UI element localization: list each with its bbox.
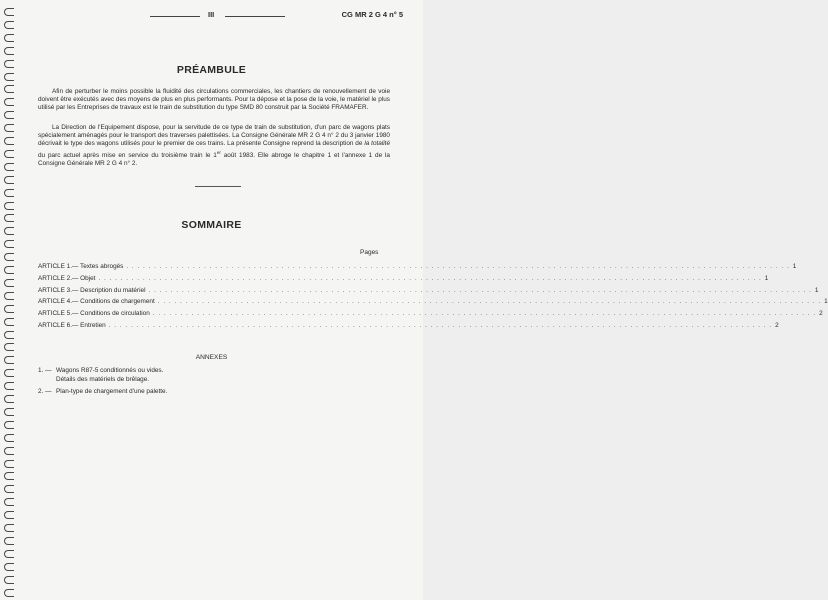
binding-ring xyxy=(4,576,14,584)
summary-row xyxy=(38,310,823,322)
binding-ring xyxy=(4,292,14,300)
summary-article: ARTICLE 4. xyxy=(38,298,72,306)
binding-ring xyxy=(4,537,14,545)
binding-ring xyxy=(4,202,14,210)
dot-leader: . . . . . . . . . . . . . . . . . . . . . . . . . . . . . . . . . . . . . . . . . . . . . . . . . . . . . . . . . . . . . . . . . . . . . . . . . . . . . . . . . . . . . . . . . . . . . . . . . . . . . . . . . . . . . . . . . . . . . . . . xyxy=(157,298,822,306)
binding-ring xyxy=(4,137,14,145)
binding-ring xyxy=(4,47,14,55)
binding-ring xyxy=(4,395,14,403)
binding-ring xyxy=(4,472,14,480)
summary-title: SOMMAIRE xyxy=(181,219,242,231)
annex-item xyxy=(38,367,368,385)
summary-row xyxy=(38,263,797,275)
binding-ring xyxy=(4,98,14,106)
summary-page-number: 1 xyxy=(814,286,819,294)
annex-text xyxy=(56,367,366,384)
binding-ring xyxy=(4,460,14,468)
binding-ring xyxy=(4,124,14,132)
dot-leader: . . . . . . . . . . . . . . . . . . . . . . . . . . . . . . . . . . . . . . . . . . . . . . . . . . . . . . . . . . . . . . . . . . . . . . . . . . . . . . . . . . . . . . . . . . . . . . . . . . . . . . . . . . . . . . . . . . . . . . . . xyxy=(126,263,790,270)
summary-article-title: — Conditions de circulation xyxy=(71,310,150,318)
preamble-paragraph-2 xyxy=(38,124,390,168)
binding-ring xyxy=(4,163,14,171)
binding-ring xyxy=(4,189,14,197)
binding-ring xyxy=(4,447,14,455)
binding-ring xyxy=(4,485,14,493)
page-header xyxy=(150,10,403,22)
annex-number: 2. — xyxy=(38,388,52,395)
annex-line: Détails des matériels de brêlage. xyxy=(56,375,150,383)
binding-ring xyxy=(4,331,14,339)
summary-page-number: 1 xyxy=(824,298,828,306)
binding-ring xyxy=(4,240,14,248)
summary-article: ARTICLE 1. xyxy=(38,263,72,270)
summary-page-number: 1 xyxy=(792,263,797,270)
binding-ring xyxy=(4,111,14,119)
binding-ring xyxy=(4,369,14,377)
summary-table xyxy=(38,263,828,334)
binding-ring xyxy=(4,21,14,29)
binding-ring xyxy=(4,266,14,274)
binding-ring xyxy=(4,150,14,158)
summary-article-title: — Conditions de chargement xyxy=(71,298,155,306)
header-rule-right xyxy=(225,16,285,17)
binding-ring xyxy=(4,563,14,571)
summary-row xyxy=(38,298,828,310)
preamble-paragraph-1: Afin de perturber le moins possible la fluidité des circulations commerciales, les chantiers de renouvellement de voie doivent être exécutés avec des moyens de plus en plus performants. Pour la dépose et la pose de la voie, le matériel le plus utilisé par les Entreprises de travaux est le train de substitution du type SMD 80 construit par la Société FRAMAFER. xyxy=(38,88,390,112)
summary-row xyxy=(38,321,779,334)
preamble-p2-start: La Direction de l'Equipement dispose, pour la servitude de ce type de train de substitution, d'un parc de wagons plats spécialement aménagés pour le transport des traverses palettisées. La Consigne Générale MR 2 G 4 n° 2 du 3 janvier 1980 décrivait le type des wagons utilisés pour le premier de ces trains. La présente Consigne reprend la description de la totalité du parc actuel après mise en service du troisième train le 1er août 1983. Elle abroge le chapitre 1 et l'annexe 1 de la Consigne Générale MR 2 G 4 n° 2. xyxy=(38,124,390,167)
binding-ring xyxy=(4,176,14,184)
binding-ring xyxy=(4,253,14,261)
binding-ring xyxy=(4,498,14,506)
annex-item xyxy=(38,388,368,398)
annex-line: Plan-type de chargement d'une palette. xyxy=(56,388,168,395)
dot-leader: . . . . . . . . . . . . . . . . . . . . . . . . . . . . . . . . . . . . . . . . . . . . . . . . . . . . . . . . . . . . . . . . . . . . . . . . . . . . . . . . . . . . . . . . . . . . . . . . . . . . . . . . . . . . . . . . . . . . . . . . xyxy=(108,321,773,329)
binding-ring xyxy=(4,589,14,597)
page-number: III xyxy=(208,10,215,19)
summary-article-title: — Description du matériel xyxy=(71,286,146,294)
summary-row xyxy=(38,286,819,299)
document-reference: CG MR 2 G 4 n° 5 xyxy=(341,10,403,19)
binding-ring xyxy=(4,382,14,390)
summary-article-title: — Objet xyxy=(71,274,96,282)
summary-article: ARTICLE 3. xyxy=(38,286,72,294)
spiral-binding xyxy=(0,0,20,600)
annex-number: 1. — xyxy=(38,367,52,374)
binding-ring xyxy=(4,318,14,326)
summary-page-number: 2 xyxy=(819,310,823,318)
binding-ring xyxy=(4,550,14,558)
binding-ring xyxy=(4,279,14,287)
binding-ring xyxy=(4,34,14,42)
summary-article-title: — Entretien xyxy=(71,321,106,329)
summary-page-number: 2 xyxy=(775,321,779,329)
binding-ring xyxy=(4,85,14,93)
summary-row xyxy=(38,274,769,287)
summary-article: ARTICLE 6. xyxy=(38,321,72,329)
annex-text xyxy=(56,388,366,397)
annex-line: Wagons R87-5 conditionnés ou vides. xyxy=(56,367,164,374)
binding-ring xyxy=(4,421,14,429)
binding-ring xyxy=(4,434,14,442)
binding-ring xyxy=(4,408,14,416)
binding-ring xyxy=(4,8,14,16)
header-rule-left xyxy=(150,16,200,17)
dot-leader: . . . . . . . . . . . . . . . . . . . . . . . . . . . . . . . . . . . . . . . . . . . . . . . . . . . . . . . . . . . . . . . . . . . . . . . . . . . . . . . . . . . . . . . . . . . . . . . . . . . . . . . . . . . . . . . . . . . . . . . . xyxy=(98,274,762,282)
binding-ring xyxy=(4,524,14,532)
section-separator xyxy=(195,186,241,187)
summary-article-title: — Textes abrogés xyxy=(71,263,124,270)
summary-page-number: 1 xyxy=(764,274,769,282)
binding-ring xyxy=(4,343,14,351)
dot-leader: . . . . . . . . . . . . . . . . . . . . . . . . . . . . . . . . . . . . . . . . . . . . . . . . . . . . . . . . . . . . . . . . . . . . . . . . . . . . . . . . . . . . . . . . . . . . . . . . . . . . . . . . . . . . . . . . . . . . . . . . xyxy=(152,310,817,318)
summary-article: ARTICLE 5. xyxy=(38,310,72,318)
binding-ring xyxy=(4,511,14,519)
summary-article: ARTICLE 2. xyxy=(38,274,72,282)
pages-column-label: Pages xyxy=(360,249,379,256)
dot-leader: . . . . . . . . . . . . . . . . . . . . . . . . . . . . . . . . . . . . . . . . . . . . . . . . . . . . . . . . . . . . . . . . . . . . . . . . . . . . . . . . . . . . . . . . . . . . . . . . . . . . . . . . . . . . . . . . . . . . . . . . xyxy=(148,286,812,294)
binding-ring xyxy=(4,305,14,313)
preamble-title: PRÉAMBULE xyxy=(176,64,247,76)
annexes-title: ANNEXES xyxy=(195,354,228,361)
